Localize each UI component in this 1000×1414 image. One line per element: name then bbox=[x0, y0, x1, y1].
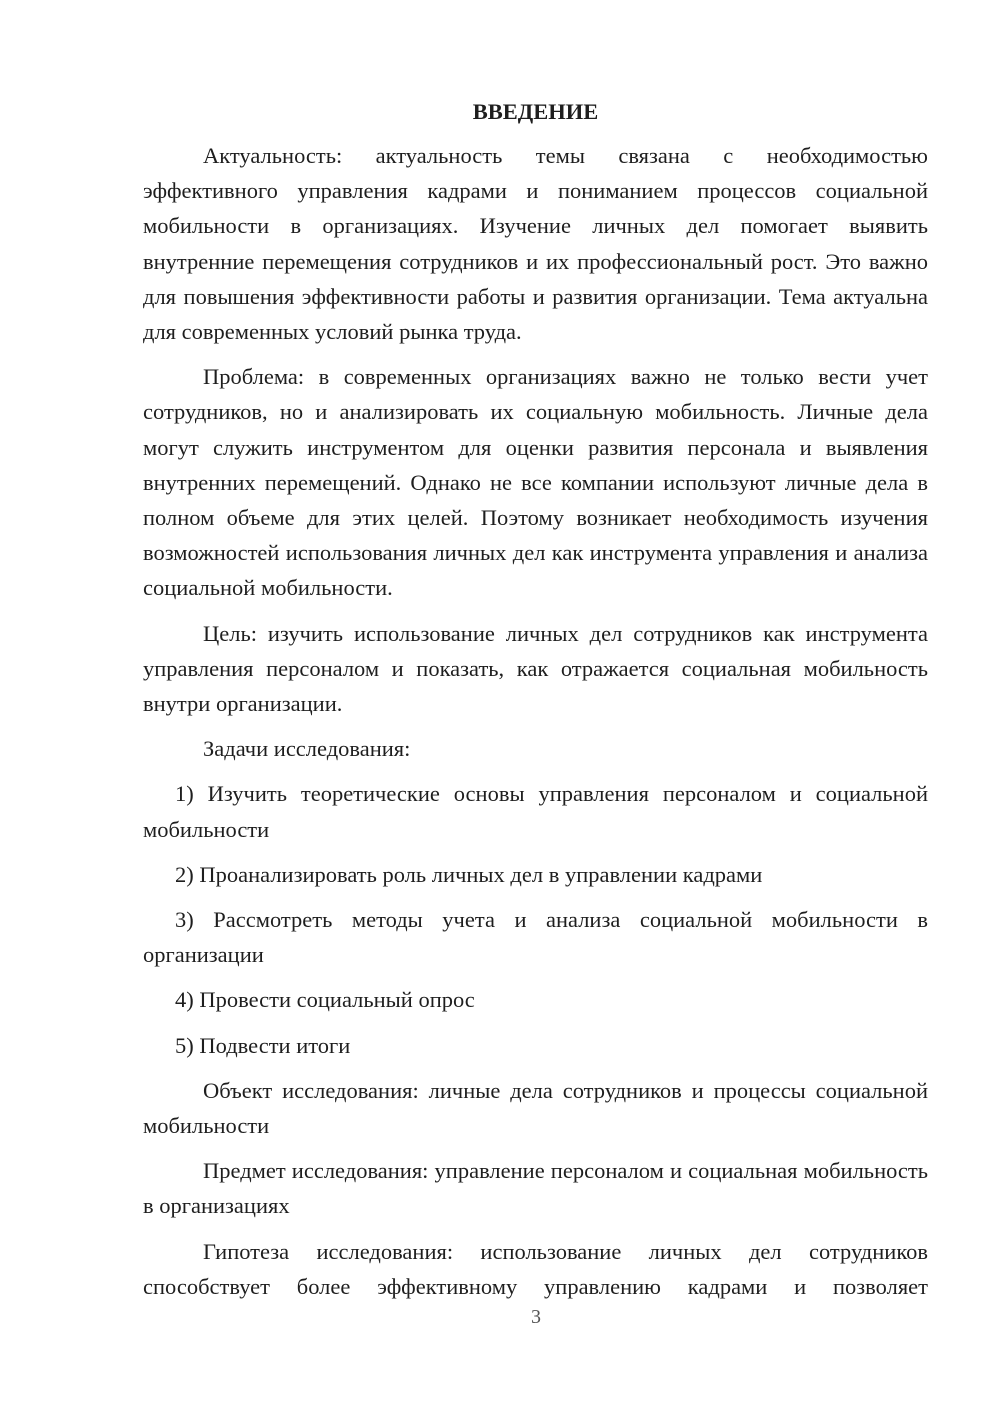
task-item-4: 4) Провести социальный опрос bbox=[175, 987, 475, 1013]
paragraph-object: Объект исследования: личные дела сотрудников и процессы социальной мобильности bbox=[143, 1077, 928, 1139]
task-item-5: 5) Подвести итоги bbox=[175, 1032, 351, 1058]
section-heading: ВВЕДЕНИЕ bbox=[472, 99, 599, 124]
paragraph-hypothesis: Гипотеза исследования: использование личных дел сотрудников способствует более эффективному управлению кадрами и позволяет bbox=[143, 1238, 928, 1299]
paragraph-goal: Цель: изучить использование личных дел сотрудников как инструмента управления персоналом и показать, как отражается социальная мобильность внутри организации. bbox=[143, 620, 928, 717]
paragraph-relevance: Актуальность: актуальность темы связана с необходимостью эффективного управления кадрами и пониманием процессов социальной мобильности в организациях. Изучение личных дел помогает выявить внутренние перемещения сотрудников и их профессиональный рост. Это важно для повышения эффективности работы и развития организации. Тема актуальна для современных условий рынка труда. bbox=[143, 143, 928, 345]
task-item-3: 3) Рассмотреть методы учета и анализа социальной мобильности в организации bbox=[143, 907, 928, 968]
document-page bbox=[143, 96, 928, 1314]
tasks-title: Задачи исследования: bbox=[203, 736, 411, 762]
task-item-2: 2) Проанализировать роль личных дел в управлении кадрами bbox=[175, 861, 763, 887]
paragraph-subject: Предмет исследования: управление персоналом и социальная мобильность в организациях bbox=[143, 1158, 928, 1219]
paragraph-problem: Проблема: в современных организациях важно не только вести учет сотрудников, но и анализировать их социальную мобильность. Личные дела могут служить инструментом для оценки развития персонала и выявления внутренних перемещений. Однако не все компании используют личные дела в полном объеме для этих целей. Поэтому возникает необходимость изучения возможностей использования личных дел как инструмента управления и анализа социальной мобильности. bbox=[143, 364, 928, 601]
page-number: 3 bbox=[531, 1306, 541, 1328]
task-item-1: 1) Изучить теоретические основы управления персоналом и социальной мобильности bbox=[143, 781, 928, 842]
